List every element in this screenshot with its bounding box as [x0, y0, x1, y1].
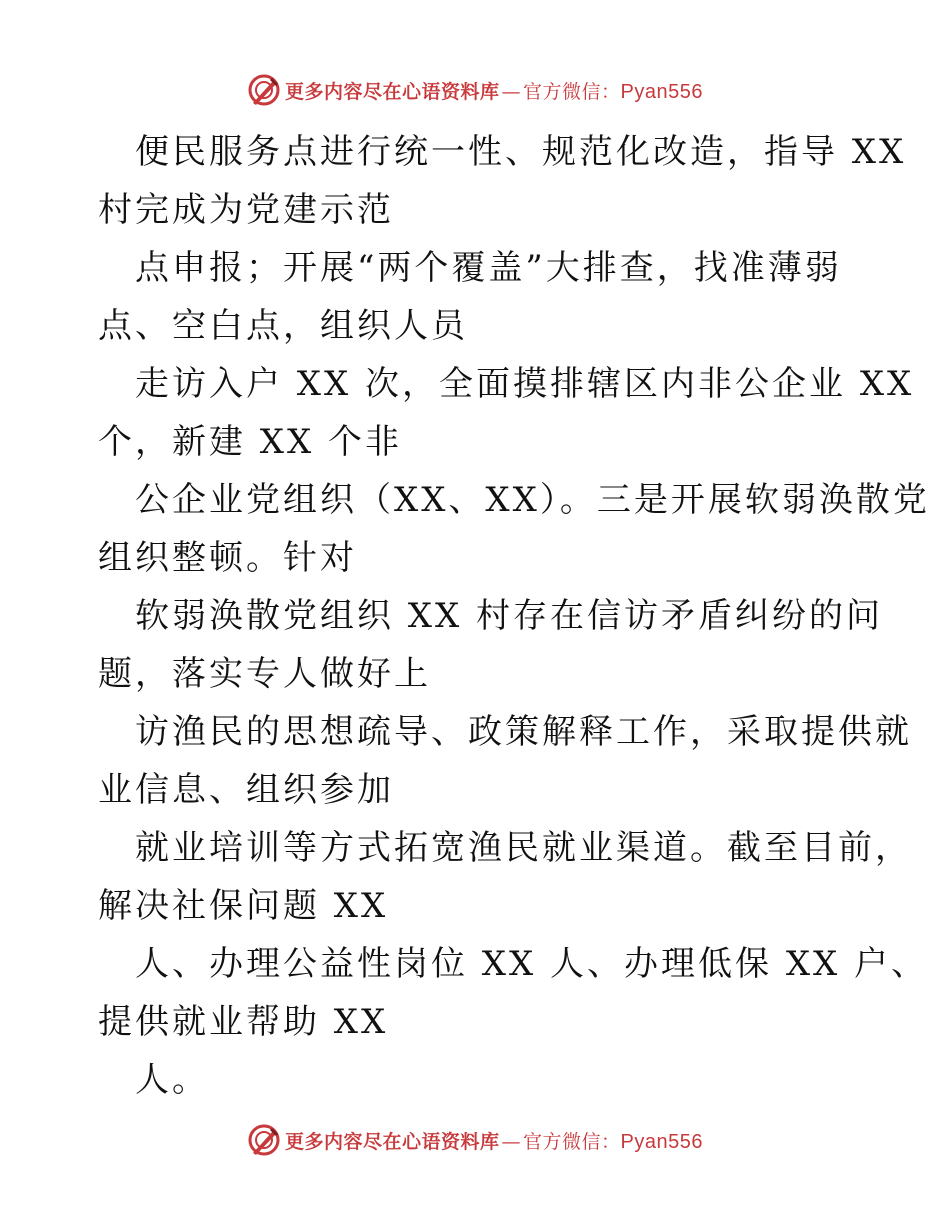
text-line: 解决社保问题 XX: [98, 886, 389, 926]
pen-logo-icon: [247, 1123, 281, 1157]
banner-dash: —: [501, 1130, 522, 1153]
banner-main-text: 更多内容尽在心语资料库: [285, 1130, 500, 1153]
text-line: 提供就业帮助 XX: [98, 1002, 389, 1042]
text-line: 访渔民的思想疏导、政策解释工作，采取提供就: [135, 712, 912, 752]
text-line: 业信息、组织参加: [98, 770, 394, 810]
text-line: 人、办理公益性岗位 XX 人、办理低保 XX 户、: [135, 944, 929, 984]
footer-watermark-banner: [0, 1120, 950, 1160]
text-line: 点、空白点，组织人员: [98, 306, 468, 346]
pen-logo-icon: [247, 73, 281, 107]
text-line: 公企业党组织（XX、XX）。三是开展软弱涣散党: [135, 480, 930, 520]
banner-sub-text: 官方微信：: [523, 80, 621, 103]
text-line: 个，新建 XX 个非: [98, 422, 403, 462]
text-line: 便民服务点进行统一性、规范化改造，指导 XX: [135, 132, 907, 172]
document-body: [98, 123, 930, 1109]
banner-dash: —: [501, 80, 522, 103]
banner-wechat-id: Pyan556: [620, 1130, 703, 1153]
text-line: 就业培训等方式拓宽渔民就业渠道。截至目前，: [135, 828, 912, 868]
text-line: 村完成为党建示范: [98, 190, 394, 230]
text-line: 点申报；开展“两个覆盖”大排查，找准薄弱: [135, 248, 842, 288]
banner-sub-text: 官方微信：: [523, 1130, 621, 1153]
text-line: 人。: [135, 1060, 209, 1100]
text-line: 软弱涣散党组织 XX 村存在信访矛盾纠纷的问: [135, 596, 884, 636]
header-watermark-banner: [0, 70, 950, 110]
banner-main-text: 更多内容尽在心语资料库: [285, 80, 500, 103]
text-line: 题，落实专人做好上: [98, 654, 431, 694]
text-line: 走访入户 XX 次，全面摸排辖区内非公企业 XX: [135, 364, 915, 404]
text-line: 组织整顿。针对: [98, 538, 357, 578]
banner-wechat-id: Pyan556: [620, 80, 703, 103]
